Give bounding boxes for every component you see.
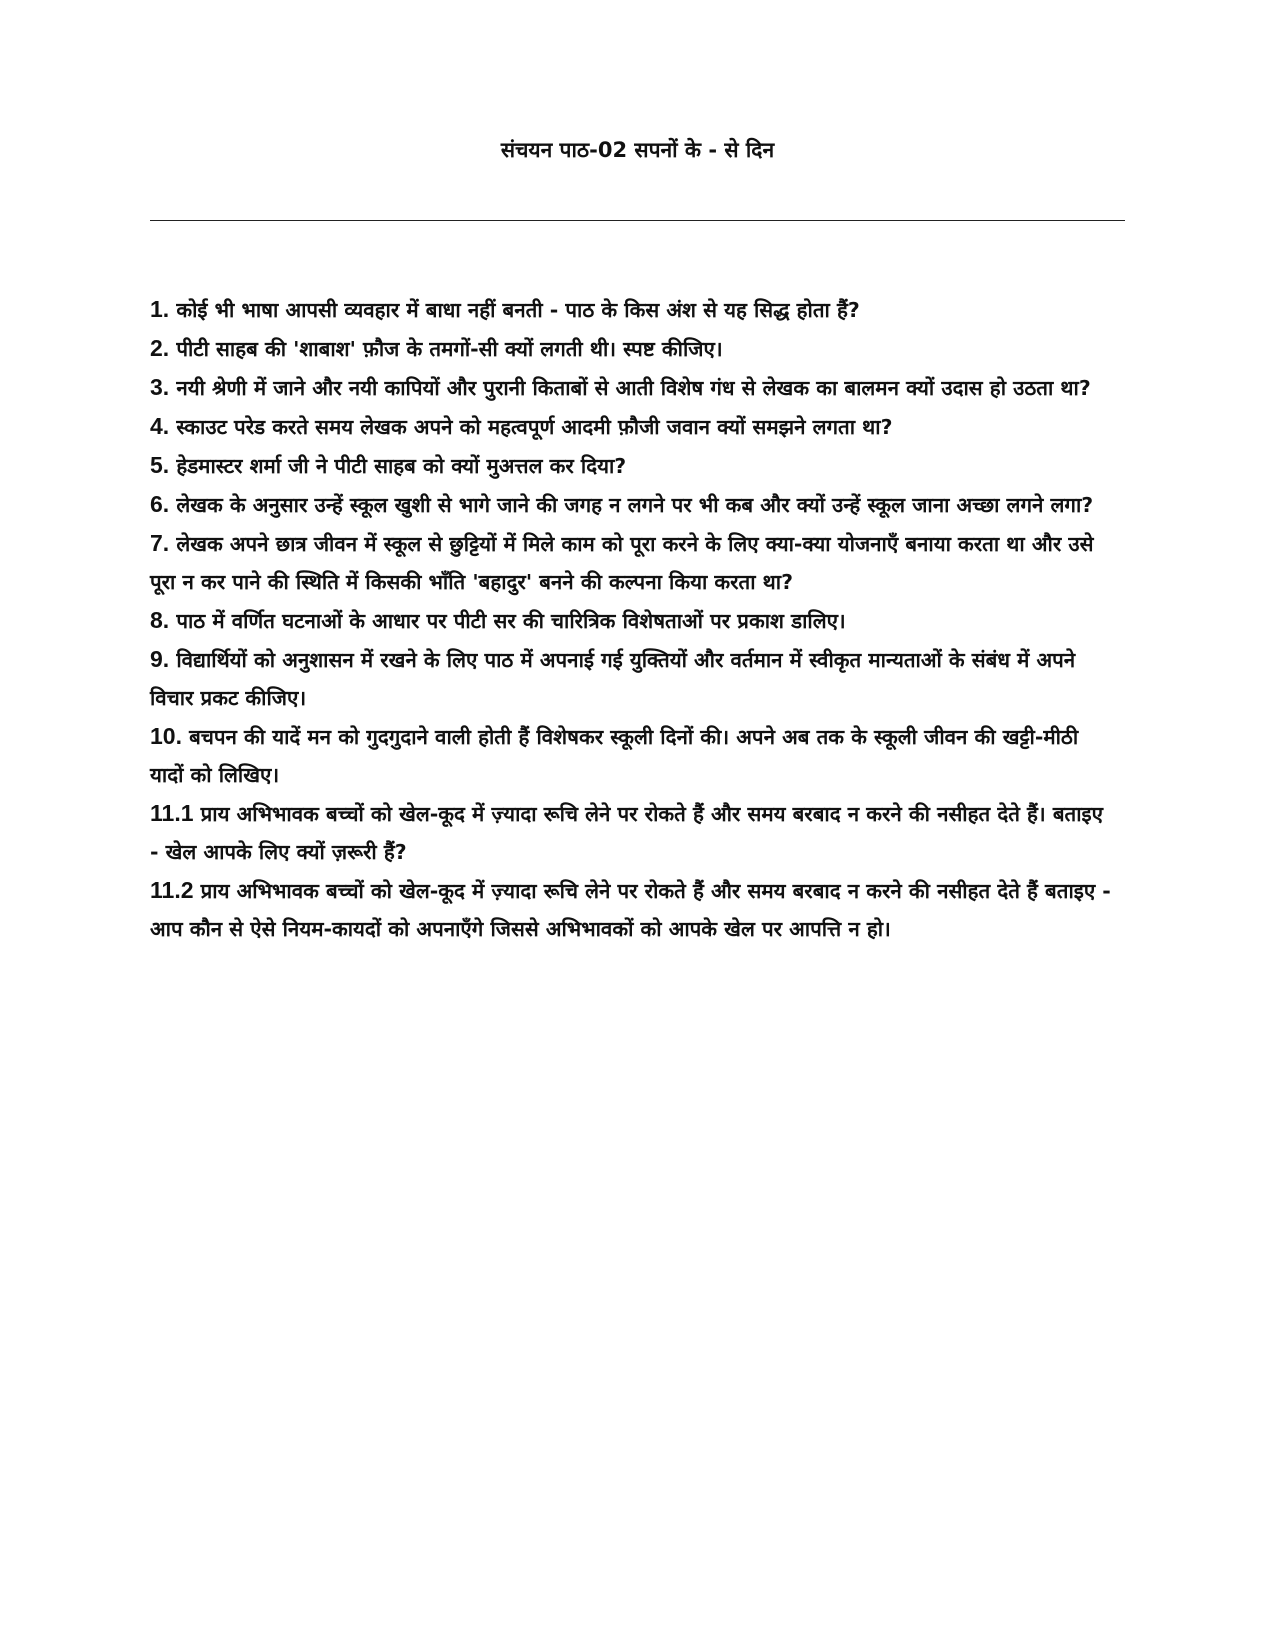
question-text: लेखक के अनुसार उन्हें स्कूल खुशी से भागे जाने की जगह न लगने पर भी कब और क्यों उन्हें स्कूल जाना अच्छा लगने लगा? (176, 493, 1094, 517)
question-item (150, 640, 1115, 717)
question-item (150, 524, 1115, 601)
question-text: कोई भी भाषा आपसी व्यवहार में बाधा नहीं बनती - पाठ के किस अंश से यह सिद्ध होता हैं? (176, 298, 860, 322)
question-number: 1. (150, 296, 170, 322)
question-item (150, 794, 1115, 871)
page-title: संचयन पाठ-02 सपनों के - से दिन (500, 138, 775, 162)
question-number: 11.1 (150, 800, 194, 826)
question-number: 3. (150, 374, 170, 400)
title-divider (150, 220, 1125, 221)
question-text: स्काउट परेड करते समय लेखक अपने को महत्वपूर्ण आदमी फ़ौजी जवान क्यों समझने लगता था? (176, 415, 893, 439)
question-text: पीटी साहब की 'शाबाश' फ़ौज के तमगों-सी क्यों लगती थी। स्पष्ट कीजिए। (176, 337, 723, 361)
question-number: 7. (150, 530, 170, 556)
question-item (150, 290, 1115, 329)
question-item (150, 601, 1115, 640)
question-number: 6. (150, 491, 170, 517)
question-text: हेडमास्टर शर्मा जी ने पीटी साहब को क्यों मुअत्तल कर दिया? (176, 454, 627, 478)
question-text: पाठ में वर्णित घटनाओं के आधार पर पीटी सर की चारित्रिक विशेषताओं पर प्रकाश डालिए। (176, 609, 846, 633)
question-number: 9. (150, 646, 170, 672)
question-number: 11.2 (150, 877, 194, 903)
question-text: विद्यार्थियों को अनुशासन में रखने के लिए पाठ में अपनाई गई युक्तियों और वर्तमान में स्वीकृत मान्यताओं के संबंध में अपने विचार प्रकट कीजिए। (150, 648, 1076, 710)
question-item (150, 485, 1115, 524)
question-item (150, 329, 1115, 368)
question-list (150, 290, 1115, 948)
question-text: लेखक अपने छात्र जीवन में स्कूल से छुट्टियों में मिले काम को पूरा करने के लिए क्या-क्या योजनाएँ बनाया करता था और उसे पूरा न कर पाने की स्थिति में किसकी भाँति 'बहादुर' बनने की कल्पना किया करता था? (150, 532, 1094, 594)
question-item (150, 717, 1115, 794)
question-item (150, 407, 1115, 446)
question-text: बचपन की यादें मन को गुदगुदाने वाली होती हैं विशेषकर स्कूली दिनों की। अपने अब तक के स्कूली जीवन की खट्टी-मीठी यादों को लिखिए। (150, 725, 1079, 787)
question-text: प्राय अभिभावक बच्चों को खेल-कूद में ज़्यादा रूचि लेने पर रोकते हैं और समय बरबाद न करने की नसीहत देते हैं बताइए - आप कौन से ऐसे नियम-कायदों को अपनाएँगे जिससे अभिभावकों को आपके खेल पर आपत्ति न हो। (150, 879, 1111, 941)
question-item (150, 368, 1115, 407)
question-text: प्राय अभिभावक बच्चों को खेल-कूद में ज़्यादा रूचि लेने पर रोकते हैं और समय बरबाद न करने की नसीहत देते हैं। बताइए - खेल आपके लिए क्यों ज़रूरी हैं? (150, 802, 1103, 864)
question-number: 4. (150, 413, 170, 439)
question-number: 10. (150, 723, 182, 749)
question-item (150, 871, 1115, 948)
question-text: नयी श्रेणी में जाने और नयी कापियों और पुरानी किताबों से आती विशेष गंध से लेखक का बालमन क्यों उदास हो उठता था? (176, 376, 1091, 400)
question-number: 8. (150, 607, 170, 633)
question-number: 2. (150, 335, 170, 361)
question-item (150, 446, 1115, 485)
question-number: 5. (150, 452, 170, 478)
